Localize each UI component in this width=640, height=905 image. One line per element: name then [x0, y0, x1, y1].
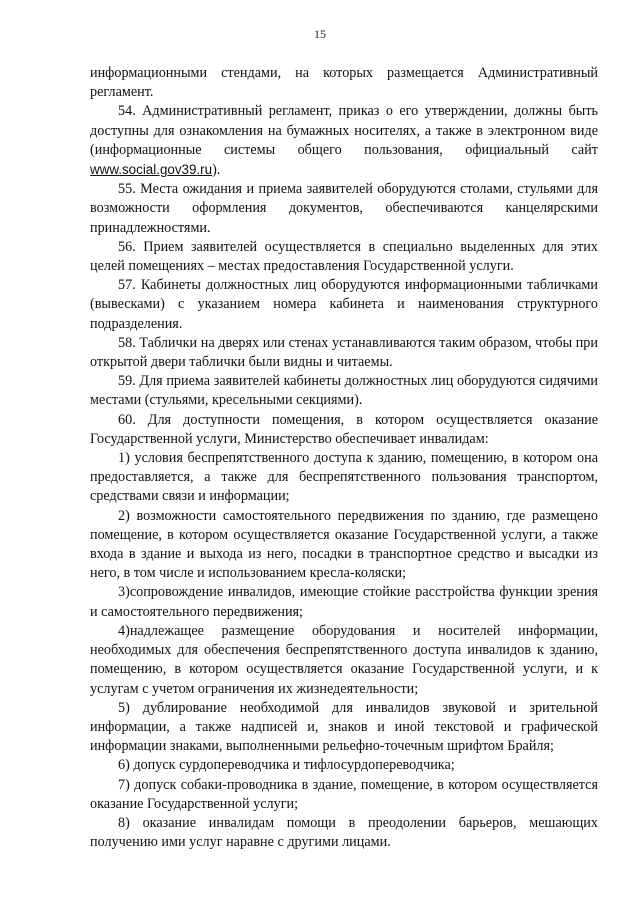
paragraph-58: 58. Таблички на дверях или стенах устанавливаются таким образом, чтобы при открытой двери таблички были видны и читаемы.	[90, 334, 598, 371]
website-link[interactable]: www.social.gov39.ru	[90, 162, 213, 178]
paragraph-55: 55. Места ожидания и приема заявителей оборудуются столами, стульями для возможности оформления документов, обеспечиваются канцелярскими принадлежностями.	[90, 181, 598, 236]
paragraph-57: 57. Кабинеты должностных лиц оборудуются информационными табличками (вывесками) с указанием номера кабинета и наименования структурного подразделения.	[90, 277, 598, 332]
paragraph-60: 60. Для доступности помещения, в котором осуществляется оказание Государственной услуги, Министерство обеспечивает инвалидам:	[90, 411, 598, 447]
paragraph-54-text-before: 54. Административный регламент, приказ о его утверждении, должны быть доступны для ознакомления на бумажных носителях, а также в электронном виде (информационные системы общего пользования, официальный сайт	[90, 103, 598, 158]
paragraph-54-text-after: ).	[212, 162, 221, 179]
page-number: 15	[314, 27, 326, 41]
list-item-2: 2) возможности самостоятельного передвижения по зданию, где размещено помещение, в котором осуществляется оказание Государственной услуги, а также входа в здание и выхода из него, посадки в транспортное средство и высадки из него, в том числе и использованием кресла-коляски;	[90, 507, 598, 582]
paragraph-56: 56. Прием заявителей осуществляется в специально выделенных для этих целей помещениях – местах предоставления Государственной услуги.	[90, 238, 598, 275]
paragraph-54	[90, 102, 598, 180]
document-body	[90, 64, 598, 852]
paragraph-59: 59. Для приема заявителей кабинеты должностных лиц оборудуются сидячими местами (стульями, кресельными секциями).	[90, 373, 598, 409]
paragraph-continuation: информационными стендами, на которых размещается Административный регламент.	[90, 65, 598, 101]
list-item-8: 8) оказание инвалидам помощи в преодолении барьеров, мешающих получению ими услуг наравне с другими лицами.	[90, 814, 598, 851]
list-item-4: 4)надлежащее размещение оборудования и носителей информации, необходимых для обеспечения беспрепятственного доступа инвалидов к зданию, помещению, в котором осуществляется оказание Государственной услуги, и к услугам с учетом ограничения их жизнедеятельности;	[90, 622, 598, 697]
list-item-6: 6) допуск сурдопереводчика и тифлосурдопереводчика;	[118, 757, 455, 774]
list-item-1: 1) условия беспрепятственного доступа к зданию, помещению, в котором она предоставляется, а также для беспрепятственного пользования транспортом, средствами связи и информации;	[90, 450, 598, 505]
list-item-7: 7) допуск собаки-проводника в здание, помещение, в котором осуществляется оказание Государственной услуги;	[90, 776, 598, 812]
list-item-3: 3)сопровождение инвалидов, имеющие стойкие расстройства функции зрения и самостоятельного передвижения;	[90, 584, 598, 620]
list-item-5: 5) дублирование необходимой для инвалидов звуковой и зрительной информации, а также надписей и, знаков и иной текстовой и графической информации знаками, выполненными рельефно-точечным шрифтом Брайля;	[90, 699, 598, 755]
